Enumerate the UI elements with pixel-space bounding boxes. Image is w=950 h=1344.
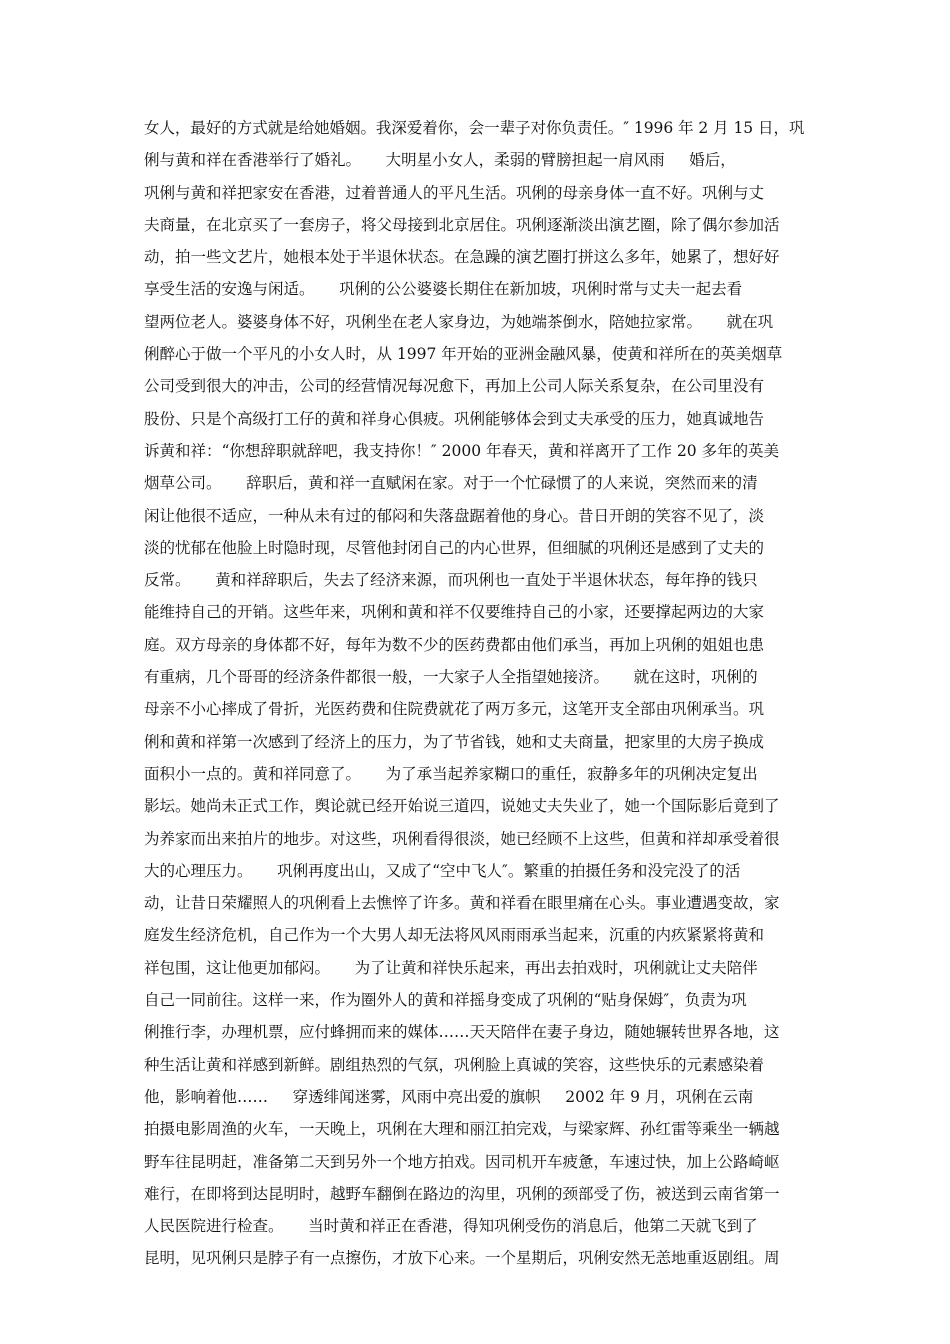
text-line: 俐推行李，办理机票，应付蜂拥而来的媒体……天天陪伴在妻子身边，随她辗转世界各地，这 [144, 1023, 780, 1042]
text-line: 影坛。她尚未正式工作，舆论就已经开始说三道四，说她丈夫失业了，她一个国际影后竟到了 [144, 797, 780, 816]
text-line: 淡的忧郁在他脸上时隐时现，尽管他封闭自己的内心世界，但细腻的巩俐还是感到了丈夫的 [144, 538, 765, 557]
text-line: 俐醉心于做一个平凡的小女人时，从 1997 年开始的亚洲金融风暴，使黄和祥所在的英美烟草 [144, 345, 783, 364]
text-line: 闲让他很不适应，一种从未有过的郁闷和失落盘踞着他的身心。昔日开朗的笑容不见了，淡 [144, 506, 765, 525]
text-line: 他，影响着他…… 穿透绯闻迷雾，风雨中亮出爱的旗帜 2002 年 9 月，巩俐在云南 [144, 1087, 754, 1106]
text-line: 夫商量，在北京买了一套房子，将父母接到北京居住。巩俐逐渐淡出演艺圈，除了偶尔参加活 [144, 215, 780, 234]
text-line: 股份、只是个高级打工仔的黄和祥身心俱疲。巩俐能够体会到丈夫承受的压力，她真诚地告 [144, 409, 765, 428]
text-line: 烟草公司。 辞职后，黄和祥一直赋闲在家。对于一个忙碌惯了的人来说，突然而来的清 [144, 474, 758, 493]
text-line: 庭发生经济危机，自己作为一个大男人却无法将风风雨雨承当起来，沉重的内疚紧紧将黄和 [144, 926, 765, 945]
text-line: 面积小一点的。黄和祥同意了。 为了承当起养家糊口的重任，寂静多年的巩俐决定复出 [144, 764, 758, 783]
text-line: 昆明，见巩俐只是脖子有一点擦伤，才放下心来。一个星期后，巩俐安然无恙地重返剧组。周 [144, 1249, 780, 1268]
text-line: 动，让昔日荣耀照人的巩俐看上去憔悴了许多。黄和祥看在眼里痛在心头。事业遭遇变故，家 [144, 894, 780, 913]
text-line: 能维持自己的开销。这些年来，巩俐和黄和祥不仅要维持自己的小家，还要撑起两边的大家 [144, 603, 765, 622]
text-line: 为养家而出来拍片的地步。对这些，巩俐看得很淡，她已经顾不上这些，但黄和祥却承受着很 [144, 829, 780, 848]
text-line: 反常。 黄和祥辞职后，失去了经济来源，而巩俐也一直处于半退休状态，每年挣的钱只 [144, 571, 758, 590]
text-line: 俐与黄和祥在香港举行了婚礼。 大明星小女人，柔弱的臂膀担起一肩风雨 婚后， [144, 151, 736, 170]
text-line: 巩俐与黄和祥把家安在香港，过着普通人的平凡生活。巩俐的母亲身体一直不好。巩俐与丈 [144, 183, 765, 202]
text-line: 动，拍一些文艺片，她根本处于半退休状态。在急躁的演艺圈打拼这么多年，她累了，想好好 [144, 248, 780, 267]
text-line: 人民医院进行检查。 当时黄和祥正在香港，得知巩俐受伤的消息后，他第二天就飞到了 [144, 1217, 758, 1236]
text-line: 享受生活的安逸与闲适。 巩俐的公公婆婆长期住在新加坡，巩俐时常与丈夫一起去看 [144, 280, 743, 299]
text-line: 野车往昆明赶，准备第二天到另外一个地方拍戏。因司机开车疲惫，车速过快，加上公路崎岖 [144, 1152, 780, 1171]
text-line: 种生活让黄和祥感到新鲜。剧组热烈的气氛，巩俐脸上真诚的笑容，这些快乐的元素感染着 [144, 1055, 765, 1074]
text-line: 公司受到很大的冲击，公司的经营情况每况愈下，再加上公司人际关系复杂，在公司里没有 [144, 377, 765, 396]
text-line: 拍摄电影周渔的火车，一天晚上，巩俐在大理和丽江拍完戏，与梁家辉、孙红雷等乘坐一辆越 [144, 1120, 780, 1139]
text-line: 有重病，几个哥哥的经济条件都很一般，一大家子人全指望她接济。 就在这时，巩俐的 [144, 668, 758, 687]
text-line: 大的心理压力。 巩俐再度出山，又成了“空中飞人″。繁重的拍摄任务和没完没了的活 [144, 861, 741, 880]
text-line: 俐和黄和祥第一次感到了经济上的压力，为了节省钱，她和丈夫商量，把家里的大房子换成 [144, 732, 765, 751]
text-line: 难行，在即将到达昆明时，越野车翻倒在路边的沟里，巩俐的颈部受了伤，被送到云南省第一 [144, 1184, 780, 1203]
text-line: 庭。双方母亲的身体都不好，每年为数不少的医药费都由他们承当，再加上巩俐的姐姐也患 [144, 635, 765, 654]
document-body [144, 112, 804, 1275]
text-line: 祥包围，这让他更加郁闷。 为了让黄和祥快乐起来，再出去拍戏时，巩俐就让丈夫陪伴 [144, 958, 758, 977]
text-line: 女人，最好的方式就是给她婚姻。我深爱着你，会一辈子对你负责任。″ 1996 年 2 月 15 日，巩 [144, 119, 805, 137]
text-line: 自己一同前往。这样一来，作为圈外人的黄和祥摇身变成了巩俐的“贴身保姆″，负责为巩 [144, 991, 747, 1010]
text-line: 望两位老人。婆婆身体不好，巩俐坐在老人家身边，为她端茶倒水，陪她拉家常。 就在巩 [144, 312, 774, 331]
text-line: 母亲不小心摔成了骨折，光医药费和住院费就花了两万多元，这笔开支全部由巩俐承当。巩 [144, 700, 765, 719]
text-line: 诉黄和祥：“你想辞职就辞吧，我支持你！″ 2000 年春天，黄和祥离开了工作 20 多年的英美 [144, 441, 780, 460]
